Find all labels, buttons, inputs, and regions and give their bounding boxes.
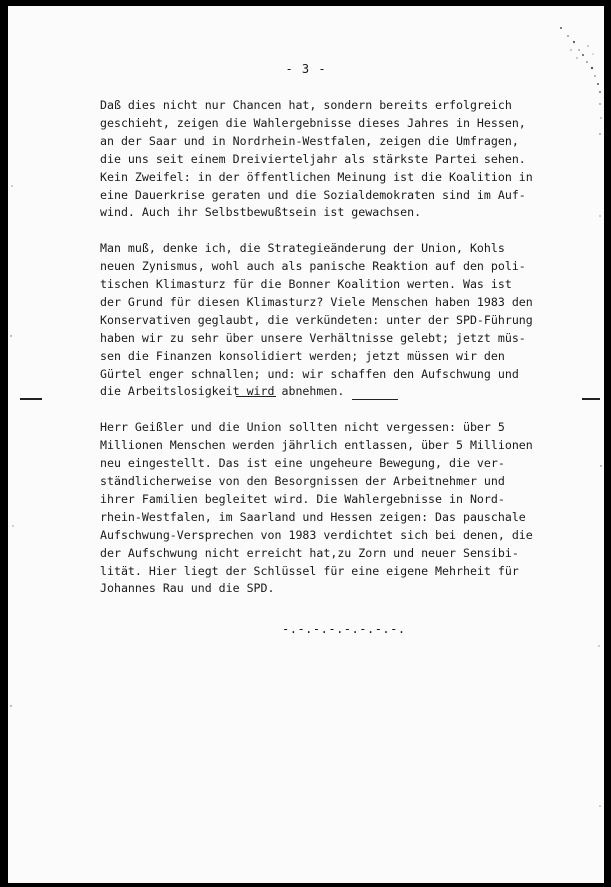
text-line: ihrer Familien begleitet wird. Die Wahlergebnisse in Nord- (100, 491, 505, 506)
text-line: der Grund für diesen Klimasturz? Viele Menschen haben 1983 den (100, 294, 533, 309)
text-line: tischen Klimasturz für die Bonner Koalition werten. Was ist (100, 277, 512, 292)
text-line: die Arbeitslosigkeit wird abnehmen. (100, 384, 345, 399)
text-line: haben wir zu sehr über unsere Verhältnisse gelebt; jetzt müs- (100, 330, 526, 345)
text-line: Johannes Rau und die SPD. (100, 581, 275, 596)
text-line: geschieht, zeigen die Wahlergebnisse dieses Jahres in Hessen, (100, 115, 526, 130)
text-line: rhein-Westfalen, im Saarland und Hessen zeigen: Das pauschale (100, 509, 526, 524)
text-line: an der Saar und in Nordrhein-Westfalen, zeigen die Umfragen, (100, 133, 519, 148)
document-page (8, 6, 604, 883)
text-line: Daß dies nicht nur Chancen hat, sondern bereits erfolgreich (100, 98, 512, 112)
text-line: Konservativen geglaubt, die verkündeten: unter der SPD-Führung (100, 312, 533, 327)
text-line: der Aufschwung nicht erreicht hat,zu Zorn und neuer Sensibi- (100, 545, 519, 560)
text-line: Millionen Menschen werden jährlich entlassen, über 5 Millionen (100, 438, 533, 453)
text-line: Herr Geißler und die Union sollten nicht vergessen: über 5 (100, 420, 505, 435)
right-margin-mark (582, 398, 600, 400)
text-line: sen die Finanzen konsolidiert werden; jetzt müssen wir den (100, 348, 505, 363)
page-number: - 3 - (285, 62, 327, 76)
text-line: ständlicherweise von den Besorgnissen der Arbeitnehmer und (100, 474, 505, 488)
text-line: lität. Hier liegt der Schlüssel für eine eigene Mehrheit für (100, 563, 519, 578)
text-line: Aufschwung-Versprechen von 1983 verdichtet sich bei denen, die (100, 527, 533, 542)
text-line: Gürtel enger schnallen; und: wir schaffen den Aufschwung und (100, 366, 519, 381)
paragraph-3 (100, 419, 560, 598)
body-text (100, 97, 560, 616)
text-line: wind. Auch ihr Selbstbewußtsein ist gewachsen. (100, 205, 422, 220)
paragraph-1 (100, 97, 560, 222)
left-margin-mark (20, 398, 42, 400)
text-line: die uns seit einem Dreivierteljahr als stärkste Partei sehen. (100, 151, 526, 166)
paragraph-2 (100, 240, 560, 401)
text-line: neu eingestellt. Das ist eine ungeheure Bewegung, die ver- (100, 456, 505, 471)
text-line: neuen Zynismus, wohl auch als panische Reaktion auf den poli- (100, 259, 526, 274)
text-line: Kein Zweifel: in der öffentlichen Meinung ist die Koalition in (100, 169, 533, 184)
closing-dash-mark: -.-.-.-.-.-.-.-. (282, 622, 406, 636)
text-line: Man muß, denke ich, die Strategieänderung der Union, Kohls (100, 241, 505, 256)
text-line: eine Dauerkrise geraten und die Sozialdemokraten sind im Auf- (100, 187, 526, 202)
